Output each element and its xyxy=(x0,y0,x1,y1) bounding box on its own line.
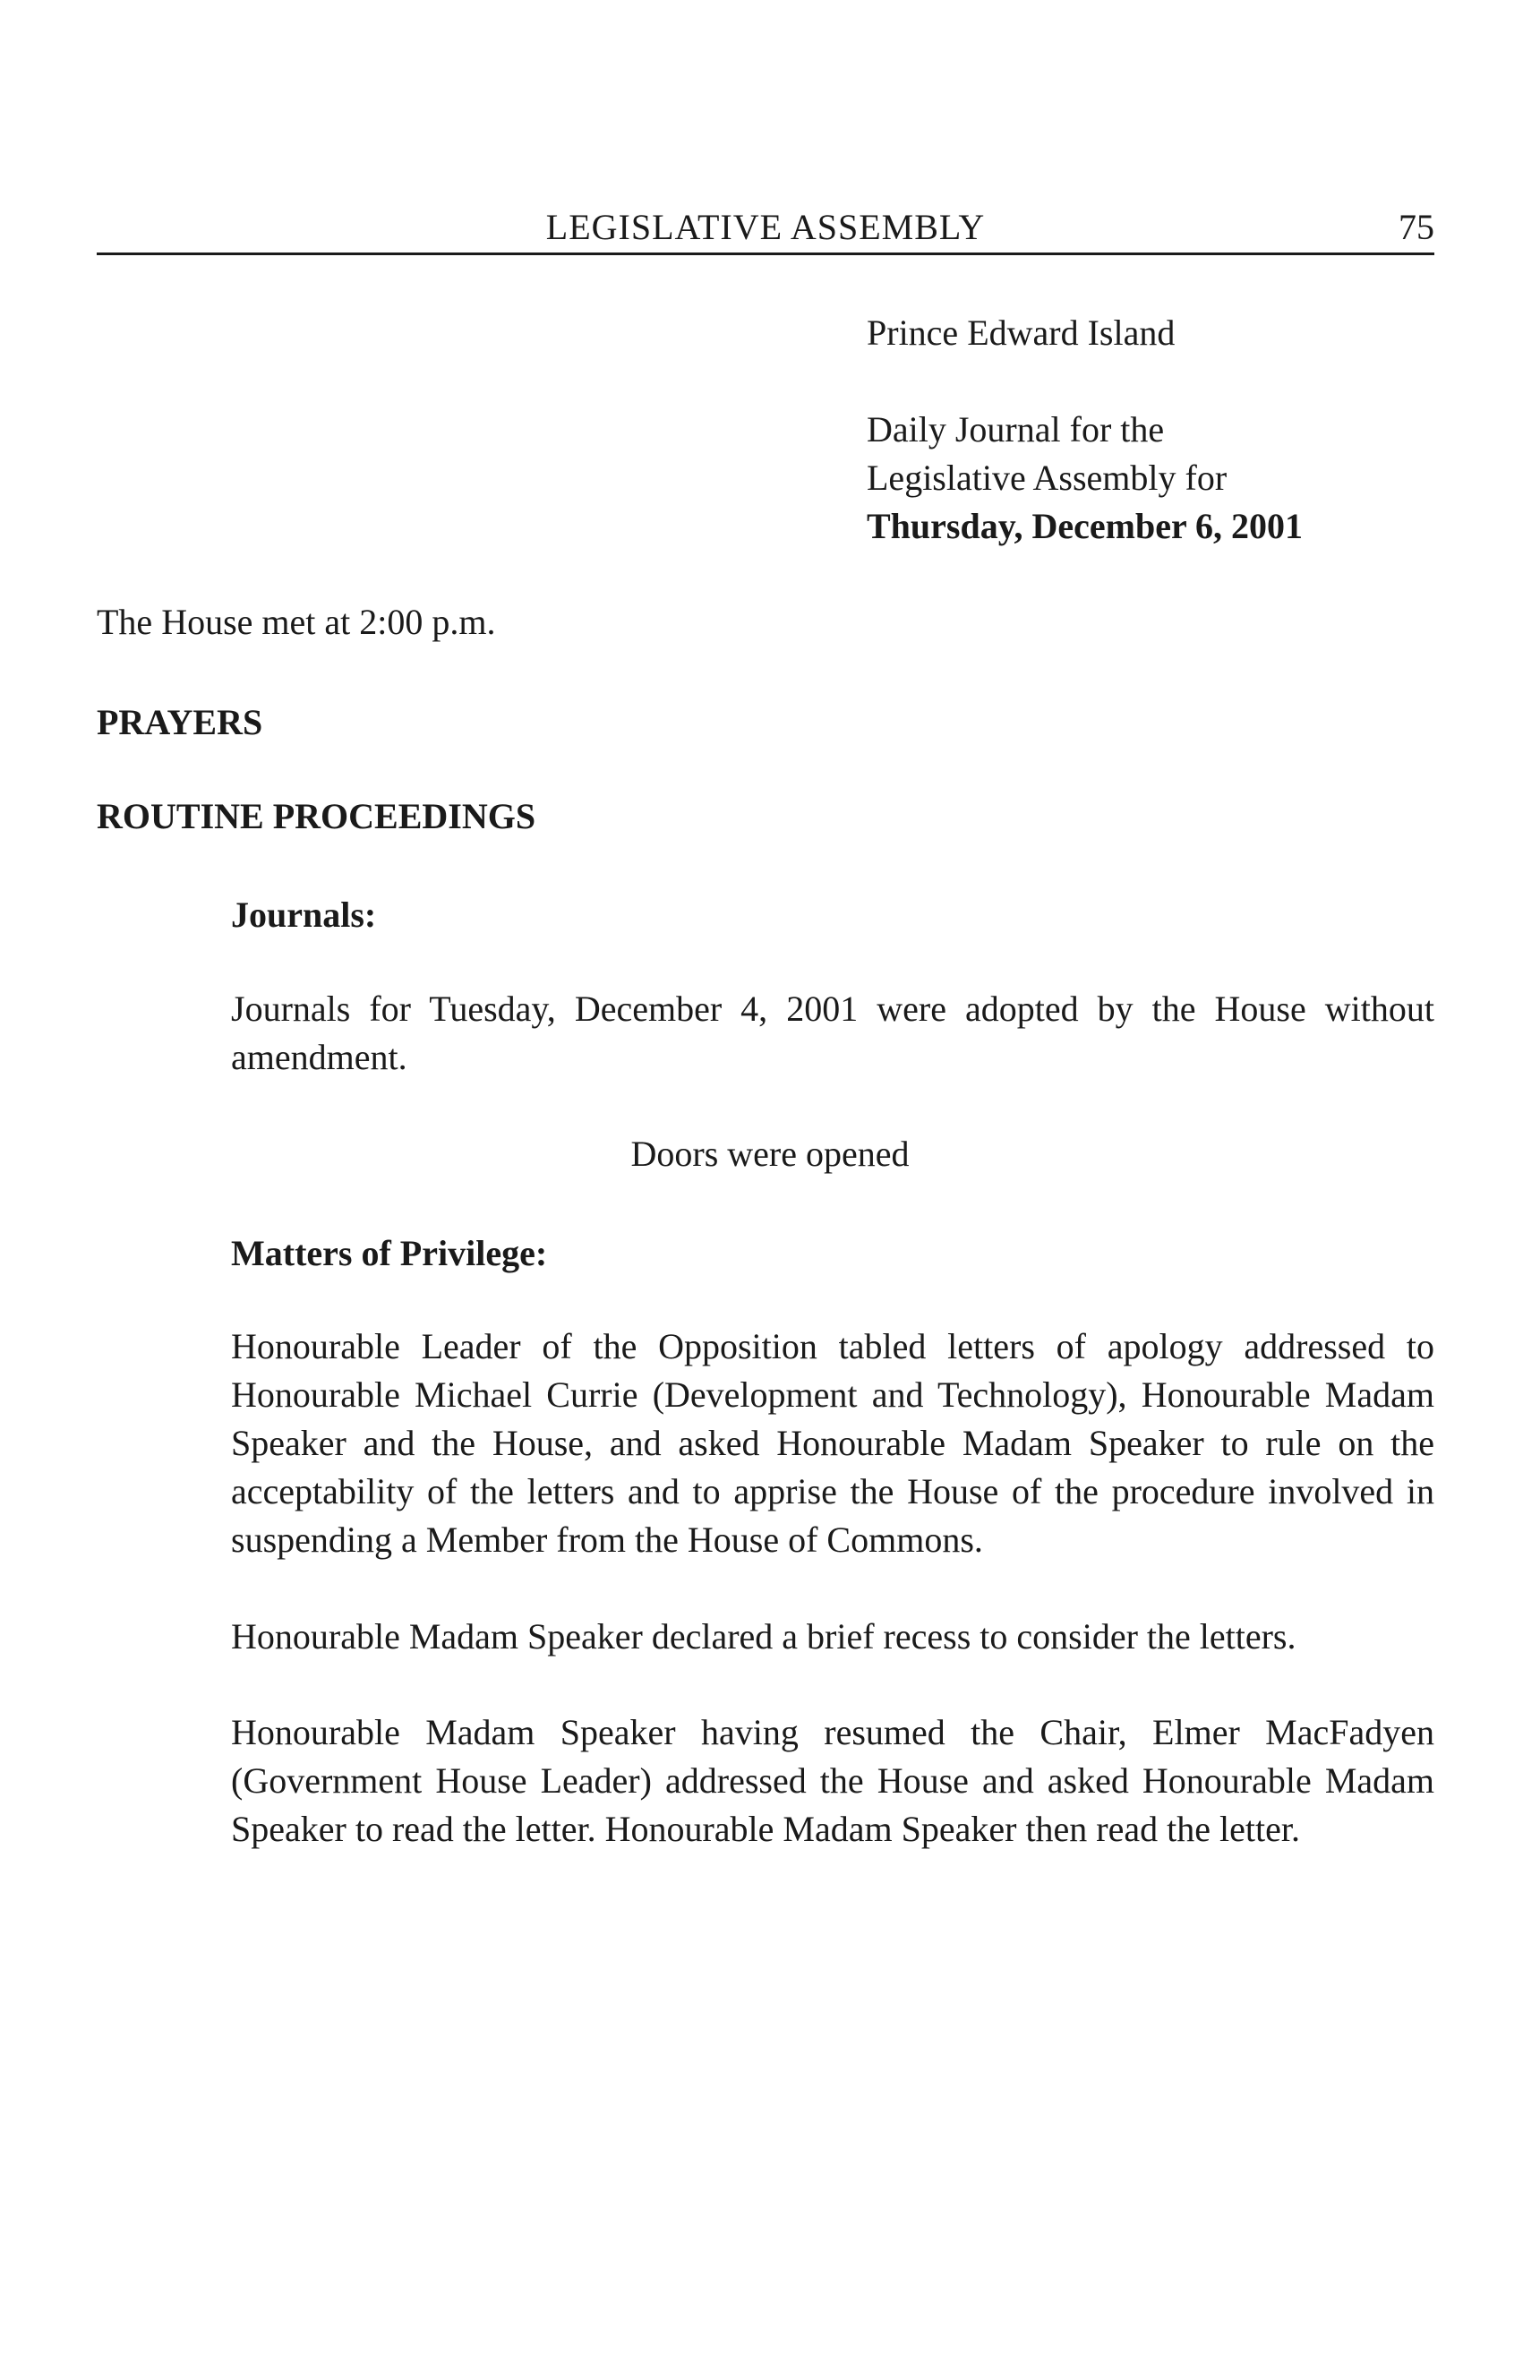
privilege-paragraph-3: Honourable Madam Speaker having resumed the Chair, Elmer MacFadyen (Government House Leader) addressed the House and asked Honourable Madam Speaker to read the letter. Honourable Madam Speaker then read the letter. xyxy=(231,1712,1434,1849)
province-name: Prince Edward Island xyxy=(867,312,1176,353)
doors-opened: Doors were opened xyxy=(630,1134,910,1174)
journal-title-line1: Daily Journal for the xyxy=(867,409,1165,449)
section-routine-proceedings: ROUTINE PROCEEDINGS xyxy=(97,796,536,836)
journals-body: Journals for Tuesday, December 4, 2001 were adopted by the House without amendment. xyxy=(231,989,1434,1077)
running-header xyxy=(97,199,1434,253)
journal-date: Thursday, December 6, 2001 xyxy=(867,506,1304,546)
journal-title-line2: Legislative Assembly for xyxy=(867,458,1228,498)
privilege-paragraph-1: Honourable Leader of the Opposition tabled letters of apology addressed to Honourable Michael Currie (Development and Technology), Honourable Madam Speaker and the House, and asked Honourable Madam Speaker to rule on the acceptability of the letters and to apprise the House of the procedure involved in suspending a Member from the House of Commons. xyxy=(231,1326,1434,1560)
privilege-heading: Matters of Privilege: xyxy=(231,1233,548,1273)
header-title: LEGISLATIVE ASSEMBLY xyxy=(545,207,986,247)
opening-statement: The House met at 2:00 p.m. xyxy=(97,602,496,642)
journals-heading: Journals: xyxy=(231,895,377,935)
page-number: 75 xyxy=(1399,207,1434,247)
header-rule xyxy=(97,253,1434,255)
privilege-paragraph-2: Honourable Madam Speaker declared a brief recess to consider the letters. xyxy=(231,1616,1296,1657)
section-prayers: PRAYERS xyxy=(97,702,263,742)
